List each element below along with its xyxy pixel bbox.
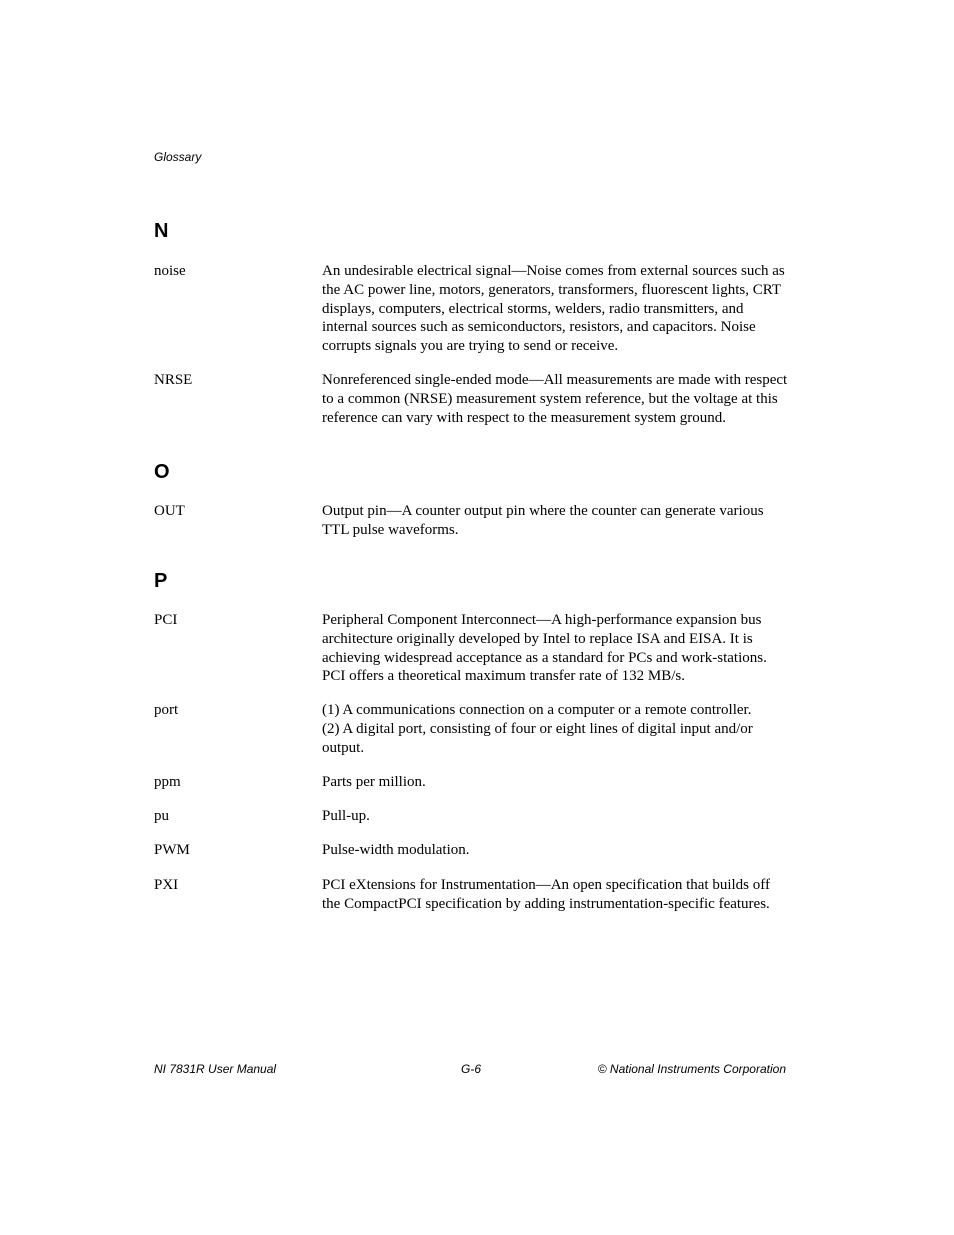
glossary-term-pci: PCI xyxy=(154,612,178,628)
footer-manual-title: NI 7831R User Manual xyxy=(154,1062,277,1076)
glossary-term-out: OUT xyxy=(154,503,185,519)
section-letter-o: O xyxy=(154,461,170,483)
glossary-term-port: port xyxy=(154,702,179,718)
glossary-definition-nrse: Nonreferenced single-ended mode—All measurements are made with respect to a common (NRSE) measurement system reference, but the voltage at this reference can vary with respect to the measurement system ground. xyxy=(322,372,788,426)
glossary-definition-noise: An undesirable electrical signal—Noise comes from external sources such as the AC power line, motors, generators, transformers, fluorescent lights, CRT displays, computers, electrical storms, welders, radio transmitters, and internal sources such as semiconductors, resistors, and capacitors. Noise corrupts signals you are trying to send or receive. xyxy=(322,263,785,354)
glossary-definition-pci: Peripheral Component Interconnect—A high-performance expansion bus architecture originally developed by Intel to replace ISA and EISA. It is achieving widespread acceptance as a standard for PCs and work-stations. PCI offers a theoretical maximum transfer rate of 132 MB/s. xyxy=(322,612,767,685)
footer-page-number: G-6 xyxy=(461,1062,482,1076)
glossary-definition-out: Output pin—A counter output pin where the counter can generate various TTL pulse waveforms. xyxy=(322,503,764,538)
running-head: Glossary xyxy=(154,150,202,164)
glossary-definition-pwm: Pulse-width modulation. xyxy=(322,842,470,858)
glossary-term-pxi: PXI xyxy=(154,877,179,893)
glossary-definition-pu: Pull-up. xyxy=(322,808,370,824)
glossary-term-ppm: ppm xyxy=(154,774,181,790)
glossary-definition-pxi: PCI eXtensions for Instrumentation—An open specification that builds off the CompactPCI specification by adding instrumentation-specific features. xyxy=(322,877,770,912)
section-letter-n: N xyxy=(154,220,169,242)
glossary-definition-ppm: Parts per million. xyxy=(322,774,426,790)
footer-copyright: © National Instruments Corporation xyxy=(597,1062,786,1076)
glossary-term-pwm: PWM xyxy=(154,842,190,858)
glossary-term-nrse: NRSE xyxy=(154,372,193,388)
glossary-definition-port xyxy=(322,701,792,757)
glossary-definition-port-line1: (1) A communications connection on a computer or a remote controller. xyxy=(322,702,752,718)
section-letter-p: P xyxy=(154,570,168,592)
glossary-term-noise: noise xyxy=(154,263,186,279)
glossary-definition-port-line2: (2) A digital port, consisting of four or eight lines of digital input and/or output. xyxy=(322,720,753,756)
glossary-term-pu: pu xyxy=(154,808,169,824)
